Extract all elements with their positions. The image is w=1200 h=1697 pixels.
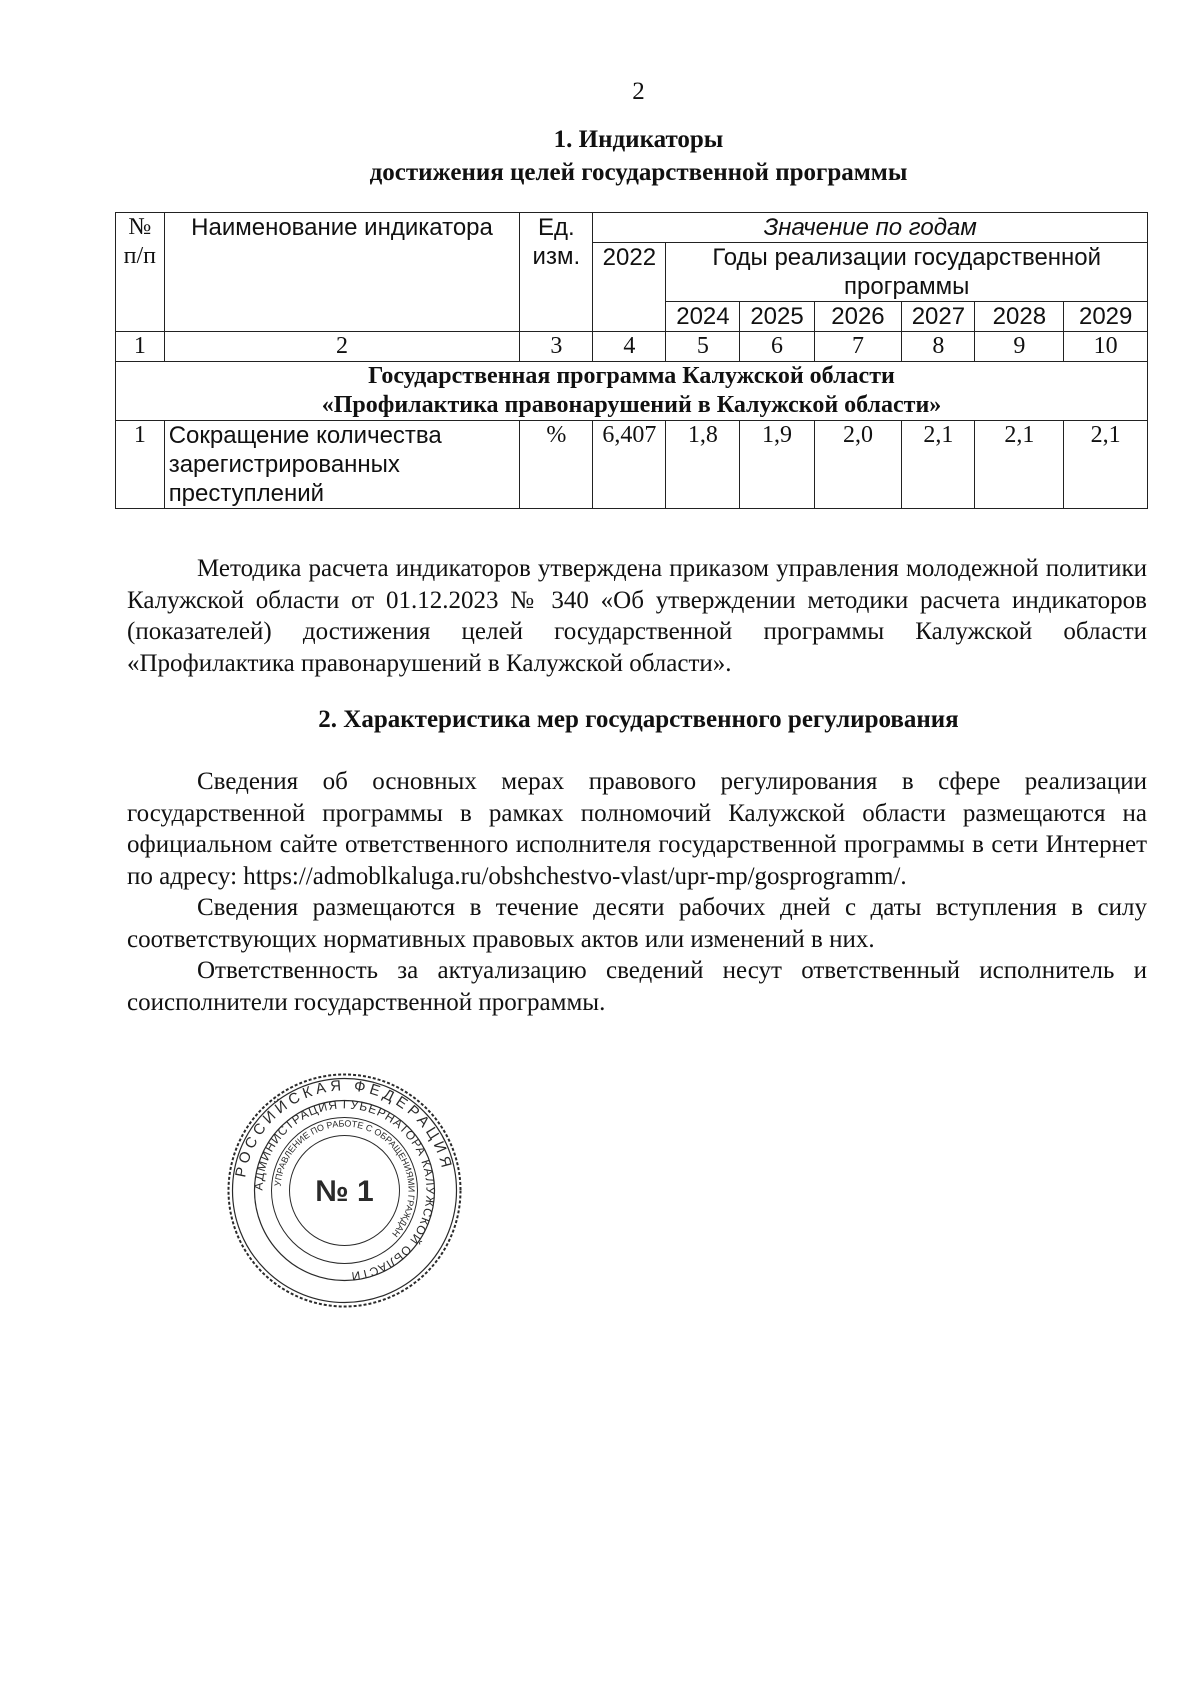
- column-numbers-row: [116, 332, 1148, 362]
- row-value: 2,1: [902, 421, 975, 509]
- section1-title-line2: достижения целей государственной программы: [369, 159, 908, 186]
- section2-paragraph: Сведения размещаются в течение десяти рабочих дней с даты вступления в силу соответствующих нормативных правовых актов или изменений в них.: [127, 894, 1147, 953]
- stamp-inner-ring-text: УПРАВЛЕНИЕ ПО РАБОТЕ С ОБРАЩЕНИЯМИ ГРАЖДАН: [272, 1118, 417, 1239]
- row-value: 6,407: [593, 421, 666, 509]
- row-value: 2,0: [814, 421, 902, 509]
- section2-paragraph: Ответственность за актуализацию сведений несут ответственный исполнитель и соисполнители государственной программы.: [127, 957, 1147, 1016]
- methodology-paragraph: Методика расчета индикаторов утверждена приказом управления молодежной политики Калужской области от 01.12.2023 № 340 «Об утверждении методики расчета индикаторов (показателей) достижения целей государственной программы Калужской области «Профилактика правонарушений в Калужской области».: [127, 555, 1147, 677]
- stamp-outer-ring-text: РОССИЙСКАЯ ФЕДЕРАЦИЯ: [232, 1077, 456, 1179]
- table-header-row-1: [116, 213, 1148, 243]
- column-number: 7: [814, 332, 902, 362]
- row-indicator-name: Сокращение количества зарегистрированных преступлений: [164, 421, 520, 509]
- column-number: 9: [975, 332, 1064, 362]
- column-number: 5: [666, 332, 740, 362]
- header-program-years: Годы реализации государственной программы: [666, 243, 1148, 302]
- program-title-line2: «Профилактика правонарушений в Калужской области»: [321, 392, 942, 418]
- header-year: 2025: [740, 302, 814, 332]
- section2-paragraph: Сведения об основных мерах правового регулирования в сфере реализации государственной программы в рамках полномочий Калужской области размещаются на официальном сайте ответственного исполнителя государственной программы в сети Интернет по адресу: https://admoblkaluga.ru/obshchestvo-vlast/upr-mp/gosprogramm/.: [127, 768, 1147, 890]
- header-year-base: 2022: [593, 243, 666, 332]
- header-year: 2029: [1064, 302, 1148, 332]
- header-year: 2028: [975, 302, 1064, 332]
- indicators-table: [115, 212, 1148, 509]
- header-year: 2024: [666, 302, 740, 332]
- program-title-cell: [116, 362, 1148, 421]
- header-unit: Ед. изм.: [520, 213, 593, 332]
- section1-heading: [0, 123, 1200, 189]
- column-number: 3: [520, 332, 593, 362]
- program-title-line1: Государственная программа Калужской области: [368, 363, 895, 389]
- header-num: № п/п: [116, 213, 165, 332]
- stamp-ring-text: АДМИНИСТРАЦИЯ ГУБЕРНАТОРА КАЛУЖСКОЙ ОБЛАСТИ: [251, 1097, 438, 1284]
- column-number: 1: [116, 332, 165, 362]
- official-stamp: [222, 1068, 467, 1313]
- column-number: 10: [1064, 332, 1148, 362]
- stamp-number: № 1: [315, 1175, 374, 1208]
- header-values-by-year: Значение по годам: [593, 213, 1148, 243]
- row-value: 1,8: [666, 421, 740, 509]
- row-value: 2,1: [975, 421, 1064, 509]
- row-value: 1,9: [740, 421, 814, 509]
- row-value: 2,1: [1064, 421, 1148, 509]
- table-row: [116, 421, 1148, 509]
- page-number: 2: [632, 78, 645, 105]
- column-number: 4: [593, 332, 666, 362]
- column-number: 8: [902, 332, 975, 362]
- header-year: 2027: [902, 302, 975, 332]
- column-number: 2: [164, 332, 520, 362]
- row-unit: %: [520, 421, 593, 509]
- column-number: 6: [740, 332, 814, 362]
- header-year: 2026: [814, 302, 902, 332]
- section1-title-line1: 1. Индикаторы: [553, 126, 724, 153]
- section2-title: 2. Характеристика мер государственного регулирования: [318, 706, 959, 733]
- program-title-row: [116, 362, 1148, 421]
- header-name: Наименование индикатора: [164, 213, 520, 332]
- row-num: 1: [116, 421, 165, 509]
